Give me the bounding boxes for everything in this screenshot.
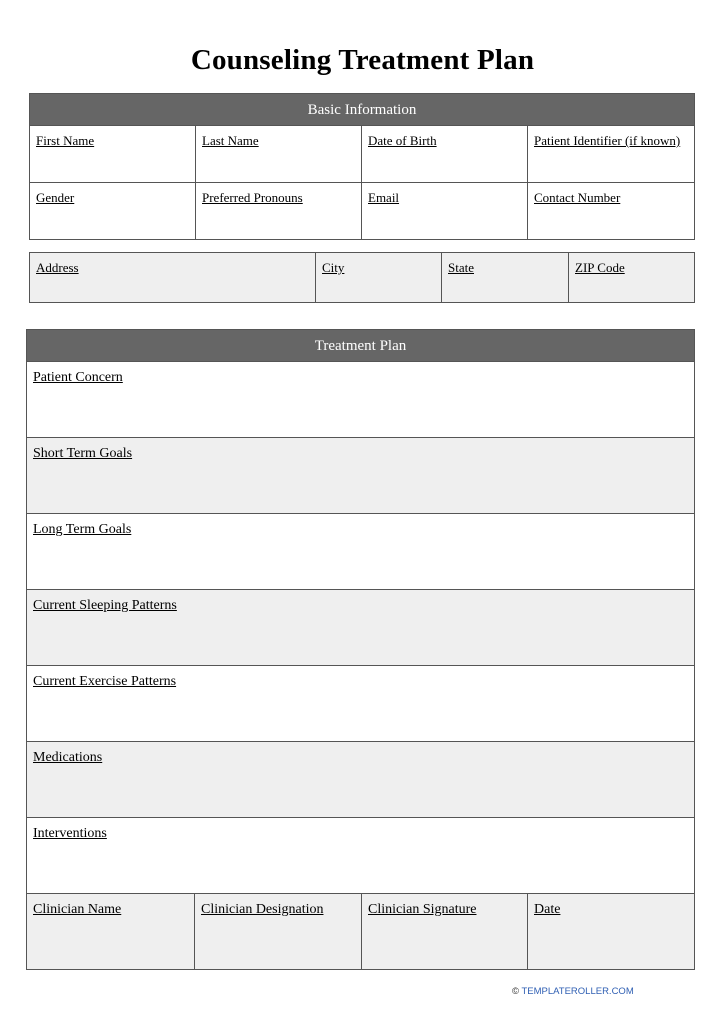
interventions-label: Interventions — [33, 826, 107, 841]
long-term-goals-field[interactable] — [27, 514, 695, 590]
preferred-pronouns-field[interactable] — [196, 183, 362, 240]
patient-identifier-field[interactable] — [528, 126, 695, 183]
address-field[interactable] — [30, 253, 316, 303]
short-term-goals-field[interactable] — [27, 438, 695, 514]
zip-code-field[interactable] — [569, 253, 695, 303]
address-grid — [29, 252, 695, 303]
basic-information-grid — [29, 125, 695, 240]
patient-concern-field[interactable] — [27, 362, 695, 438]
basic-information-header: Basic Information — [29, 93, 695, 126]
city-label: City — [322, 260, 345, 275]
state-label: State — [448, 260, 474, 275]
clinician-row — [27, 894, 695, 970]
email-label: Email — [368, 190, 400, 205]
date-of-birth-label: Date of Birth — [368, 133, 437, 148]
date-of-birth-field[interactable] — [362, 126, 528, 183]
zip-code-label: ZIP Code — [575, 260, 625, 275]
state-field[interactable] — [442, 253, 569, 303]
gender-field[interactable] — [30, 183, 196, 240]
treatment-plan-grid — [26, 361, 695, 970]
clinician-name-label: Clinician Name — [33, 902, 122, 917]
current-exercise-patterns-field[interactable] — [27, 666, 695, 742]
preferred-pronouns-label: Preferred Pronouns — [202, 190, 303, 205]
clinician-name-field[interactable] — [27, 894, 195, 970]
basic-row-1 — [30, 126, 695, 183]
last-name-label: Last Name — [202, 133, 259, 148]
address-label: Address — [36, 260, 79, 275]
first-name-label: First Name — [36, 133, 95, 148]
current-sleeping-patterns-label: Current Sleeping Patterns — [33, 598, 177, 613]
short-term-goals-label: Short Term Goals — [33, 446, 133, 461]
current-sleeping-patterns-field[interactable] — [27, 590, 695, 666]
copyright-symbol: © — [512, 986, 519, 997]
gender-label: Gender — [36, 190, 75, 205]
treatment-plan-header: Treatment Plan — [26, 329, 695, 362]
address-row — [30, 253, 695, 303]
city-field[interactable] — [316, 253, 442, 303]
patient-concern-label: Patient Concern — [33, 370, 123, 385]
basic-row-2 — [30, 183, 695, 240]
contact-number-field[interactable] — [528, 183, 695, 240]
medications-field[interactable] — [27, 742, 695, 818]
email-field[interactable] — [362, 183, 528, 240]
first-name-field[interactable] — [30, 126, 196, 183]
templateroller-link[interactable]: TEMPLATEROLLER.COM — [521, 986, 634, 997]
current-exercise-patterns-label: Current Exercise Patterns — [33, 674, 177, 689]
long-term-goals-label: Long Term Goals — [33, 522, 132, 537]
footer-credit — [512, 986, 634, 997]
clinician-designation-label: Clinician Designation — [201, 902, 324, 917]
date-label: Date — [534, 902, 561, 917]
date-field[interactable] — [528, 894, 695, 970]
clinician-designation-field[interactable] — [195, 894, 362, 970]
clinician-signature-field[interactable] — [362, 894, 528, 970]
last-name-field[interactable] — [196, 126, 362, 183]
medications-label: Medications — [33, 750, 103, 765]
clinician-signature-label: Clinician Signature — [368, 902, 477, 917]
contact-number-label: Contact Number — [534, 190, 621, 205]
interventions-field[interactable] — [27, 818, 695, 894]
patient-identifier-label: Patient Identifier (if known) — [534, 133, 681, 148]
document-title: Counseling Treatment Plan — [190, 44, 535, 76]
